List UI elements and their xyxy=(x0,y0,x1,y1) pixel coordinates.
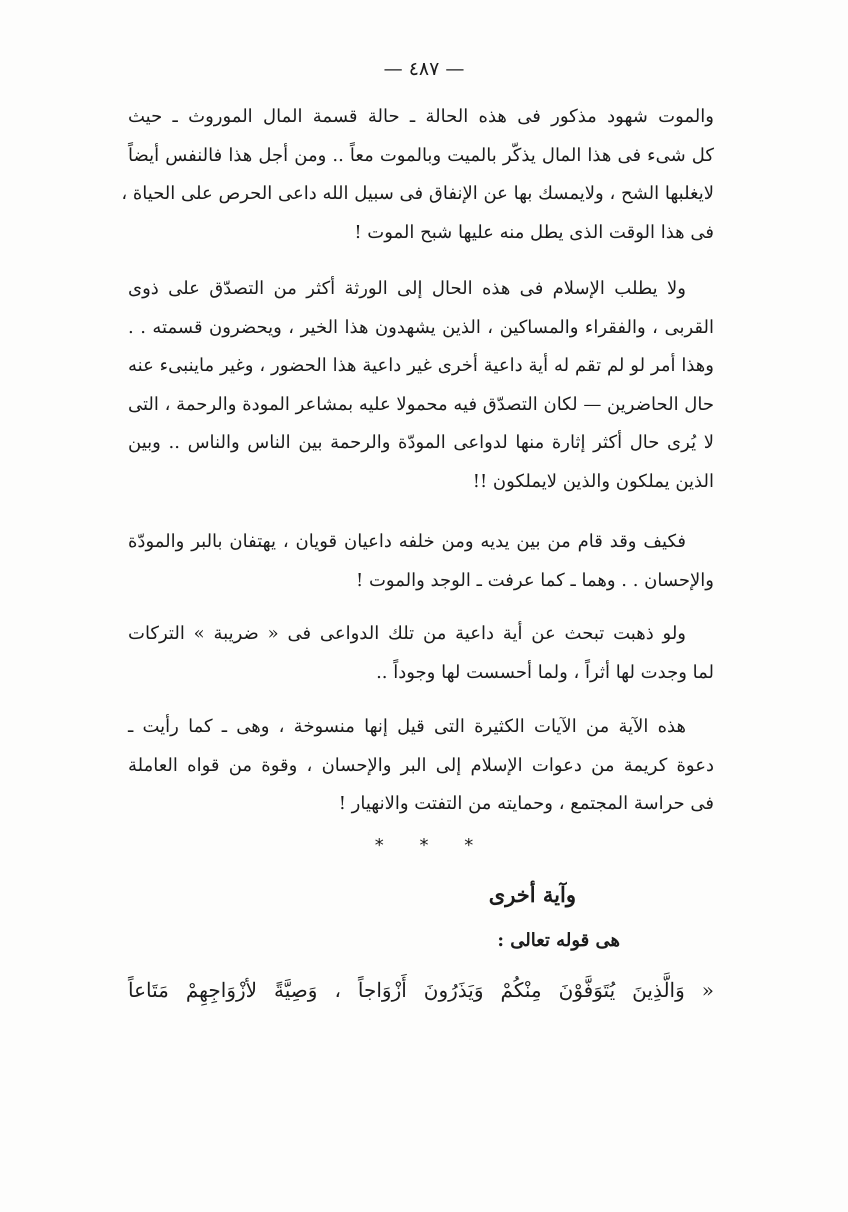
paragraph-5 xyxy=(128,708,714,824)
paragraph-line: كل شىء فى هذا المال يذكّر بالميت وبالموت معاً .. ومن أجل هذا فالنفس أيضاً xyxy=(128,144,714,166)
verse-intro: هى قوله تعالى : xyxy=(497,930,620,951)
paragraph-line: لما وجدت لها أثراً ، ولما أحسست لها وجوداً .. xyxy=(376,661,714,683)
section-heading: وآية أخرى xyxy=(488,882,576,907)
quran-verse: « وَالَّذِينَ يُتَوَفَّوْنَ مِنْكُمْ وَيَذَرُونَ أَزْوَاجاً ، وَصِيَّةً لأزْوَاجِهِمْ مَتَاعاً xyxy=(128,978,714,1002)
paragraph-line: لا يُرى حال أكثر إثارة منها لدواعى المودّة والرحمة بين الناس والناس .. وبين xyxy=(128,432,714,453)
paragraph-2 xyxy=(128,270,714,501)
paragraph-4 xyxy=(128,615,714,692)
paragraph-line: القربى ، والفقراء والمساكين ، الذين يشهدون هذا الخير ، ويحضرون قسمته . . xyxy=(128,316,714,338)
paragraph-line: حال الحاضرين — لكان التصدّق فيه محمولا عليه بمشاعر المودة والرحمة ، التى xyxy=(128,393,714,415)
paragraph-line: ولا يطلب الإسلام فى هذه الحال إلى الورثة أكثر من التصدّق على ذوى xyxy=(128,278,686,299)
paragraph-line: هذه الآية من الآيات الكثيرة التى قيل إنها منسوخة ، وهى ـ كما رأيت ـ xyxy=(128,716,686,737)
paragraph-line: وهذا أمر لو لم تقم له أية داعية أخرى غير داعية هذا الحضور ، وغير ماينبىء عنه xyxy=(128,355,714,376)
paragraph-line: فى هذا الوقت الذى يطل منه عليها شبح الموت ! xyxy=(354,221,714,243)
paragraph-line: والموت شهود مذكور فى هذه الحالة ـ حالة قسمة المال الموروث ـ حيث xyxy=(128,106,714,127)
paragraph-3 xyxy=(128,523,714,600)
paragraph-line: الذين يملكون والذين لايملكون !! xyxy=(472,470,714,492)
paragraph-line: فكيف وقد قام من بين يديه ومن خلفه داعيان قويان ، يهتفان بالبر والمودّة xyxy=(128,531,686,552)
paragraph-line: دعوة كريمة من دعوات الإسلام إلى البر والإحسان ، وقوة من قواه العاملة xyxy=(128,754,714,776)
paragraph-1 xyxy=(121,98,714,252)
page-number: — ٤٨٧ — xyxy=(383,58,465,80)
paragraph-line: والإحسان . . وهما ـ كما عرفت ـ الوجد والموت ! xyxy=(356,569,714,591)
paragraph-line: لايغلبها الشح ، ولايمسك بها عن الإنفاق فى سبيل الله داعى الحرص على الحياة ، xyxy=(121,183,714,204)
section-separator: * * * xyxy=(374,835,474,856)
paragraph-line: فى حراسة المجتمع ، وحمايته من التفتت والانهيار ! xyxy=(338,793,714,814)
paragraph-line: ولو ذهبت تبحث عن أية داعية من تلك الدواعى فى « ضريبة » التركات xyxy=(128,623,686,644)
